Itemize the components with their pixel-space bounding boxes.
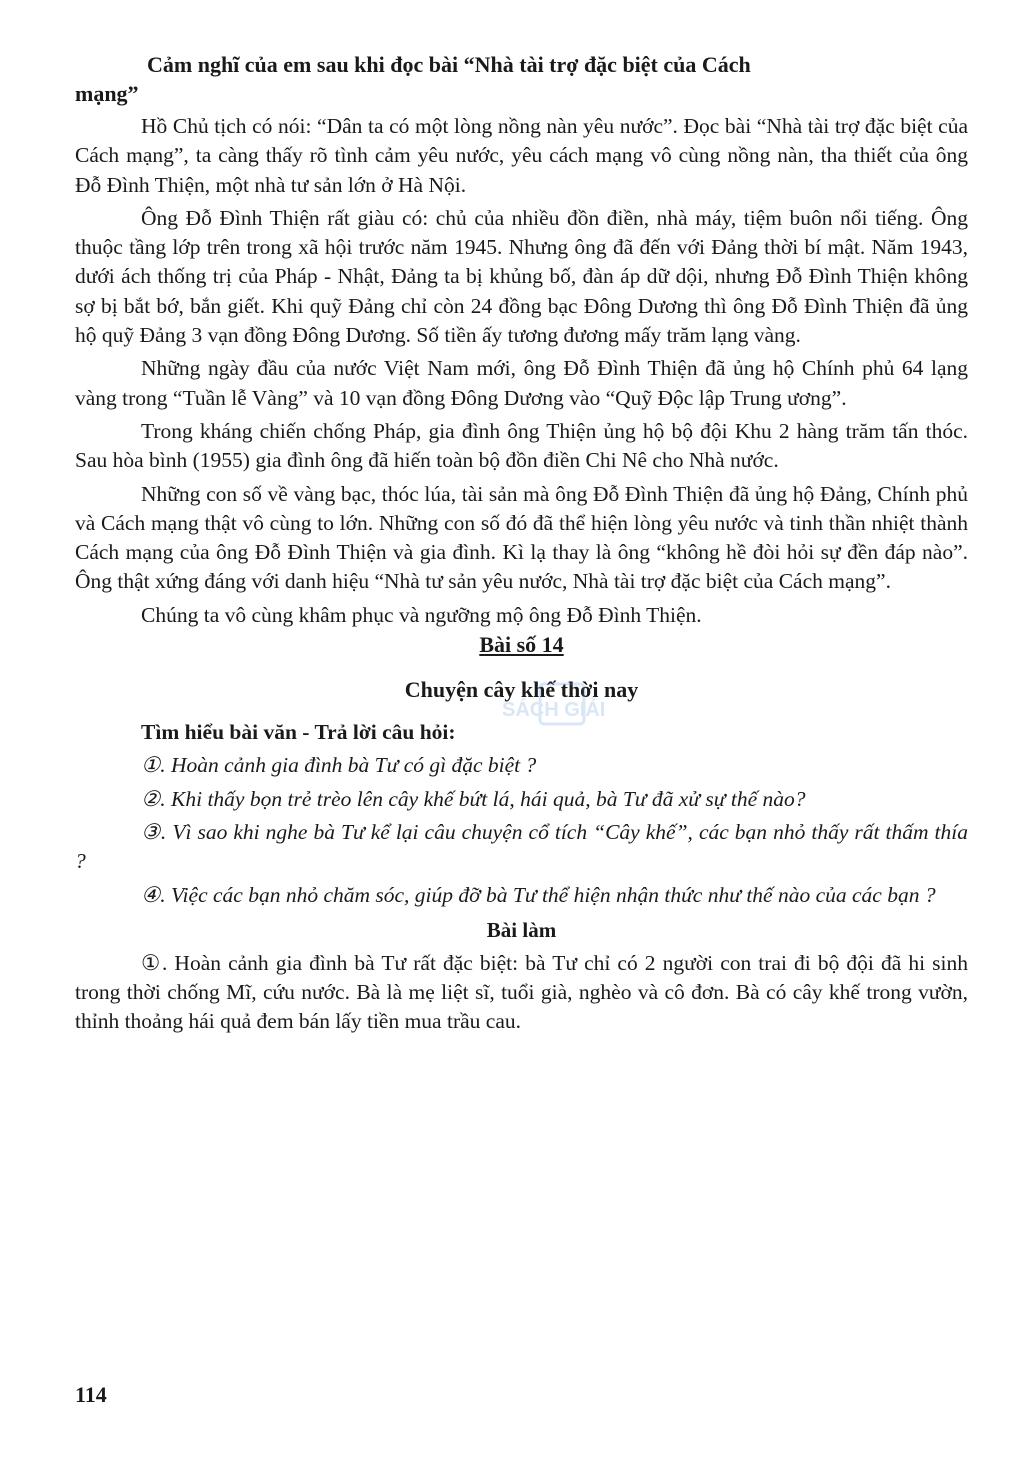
question-3: ③. Vì sao khi nghe bà Tư kể lại câu chuyện cổ tích “Cây khế”, các bạn nhỏ thấy rất thấm thía ? (75, 819, 968, 874)
essay-heading-line1: Cảm nghĩ của em sau khi đọc bài “Nhà tài trợ đặc biệt của Cách (147, 52, 751, 77)
question-4: ④. Việc các bạn nhỏ chăm sóc, giúp đỡ bà Tư thể hiện nhận thức như thế nào của các bạn ? (141, 882, 936, 907)
lesson-number-line (75, 630, 968, 659)
section-heading: Tìm hiểu bài văn - Trả lời câu hỏi: (141, 720, 456, 745)
essay-paragraph-1: Hồ Chủ tịch có nói: “Dân ta có một lòng nồng nàn yêu nước”. Đọc bài “Nhà tài trợ đặc biệt của Cách mạng”, ta càng thấy rõ tình cảm yêu nước, yêu cách mạng vô cùng nồng nàn, tha thiết của ông Đỗ Đình Thiện, một nhà tư sản lớn ở Hà Nội. (75, 114, 968, 197)
page-number: 114 (75, 1382, 107, 1407)
essay-paragraph-5: Những con số về vàng bạc, thóc lúa, tài sản mà ông Đỗ Đình Thiện đã ủng hộ Đảng, Chính phủ và Cách mạng thật vô cùng to lớn. Những con số đó đã thể hiện lòng yêu nước và tinh thần nhiệt thành Cách mạng của ông Đỗ Đình Thiện và gia đình. Kì lạ thay là ông “không hề đòi hỏi sự đền đáp nào”. Ông thật xứng đáng với danh hiệu “Nhà tư sản yêu nước, Nhà tài trợ đặc biệt của Cách mạng”. (75, 481, 968, 594)
watermark-text: SÁCH GIẢI (502, 699, 606, 721)
answer-heading: Bài làm (486, 917, 557, 942)
question-1: ①. Hoàn cảnh gia đình bà Tư có gì đặc biệt ? (141, 753, 537, 778)
essay-heading (75, 50, 968, 108)
lesson-number: Bài số 14 (479, 632, 564, 658)
essay-paragraph-2: Ông Đỗ Đình Thiện rất giàu có: chủ của nhiều đồn điền, nhà máy, tiệm buôn nổi tiếng. Ông thuộc tầng lớp trên trong xã hội trước năm 1945. Nhưng ông đã đến với Đảng thời bí mật. Năm 1943, dưới ách thống trị của Pháp - Nhật, Đảng ta bị khủng bố, đàn áp dữ dội, nhưng Đỗ Đình Thiện không sợ bị bắt bớ, bắn giết. Khi quỹ Đảng chỉ còn 24 đồng bạc Đông Dương thì ông Đỗ Đình Thiện đã ủng hộ quỹ Đảng 3 vạn đồng Đông Dương. Số tiền ấy tương đương mấy trăm lạng vàng. (75, 205, 968, 348)
page-content (75, 50, 968, 1037)
essay-heading-line2: mạng” (75, 81, 139, 106)
answer-1: ①. Hoàn cảnh gia đình bà Tư rất đặc biệt: bà Tư chỉ có 2 người con trai đi bộ đội đã hi sinh trong thời chống Mĩ, cứu nước. Bà là mẹ liệt sĩ, tuổi già, nghèo và cô đơn. Bà có cây khế trong vườn, thỉnh thoảng hái quả đem bán lấy tiền mua trầu cau. (75, 950, 968, 1034)
essay-paragraph-3: Những ngày đầu của nước Việt Nam mới, ông Đỗ Đình Thiện đã ủng hộ Chính phủ 64 lạng vàng trong “Tuần lễ Vàng” và 10 vạn đồng Đông Dương vào “Quỹ Độc lập Trung ương”. (75, 356, 968, 410)
lesson-title: Chuyện cây khế thời nay (404, 677, 639, 703)
essay-paragraph-6: Chúng ta vô cùng khâm phục và ngưỡng mộ ông Đỗ Đình Thiện. (141, 602, 702, 627)
essay-paragraph-4: Trong kháng chiến chống Pháp, gia đình ông Thiện ủng hộ bộ đội Khu 2 hàng trăm tấn thóc. Sau hòa bình (1955) gia đình ông đã hiến toàn bộ đồn điền Chi Nê cho Nhà nước. (75, 418, 968, 473)
question-2: ②. Khi thấy bọn trẻ trèo lên cây khế bứt lá, hái quả, bà Tư đã xử sự thế nào? (141, 786, 806, 811)
